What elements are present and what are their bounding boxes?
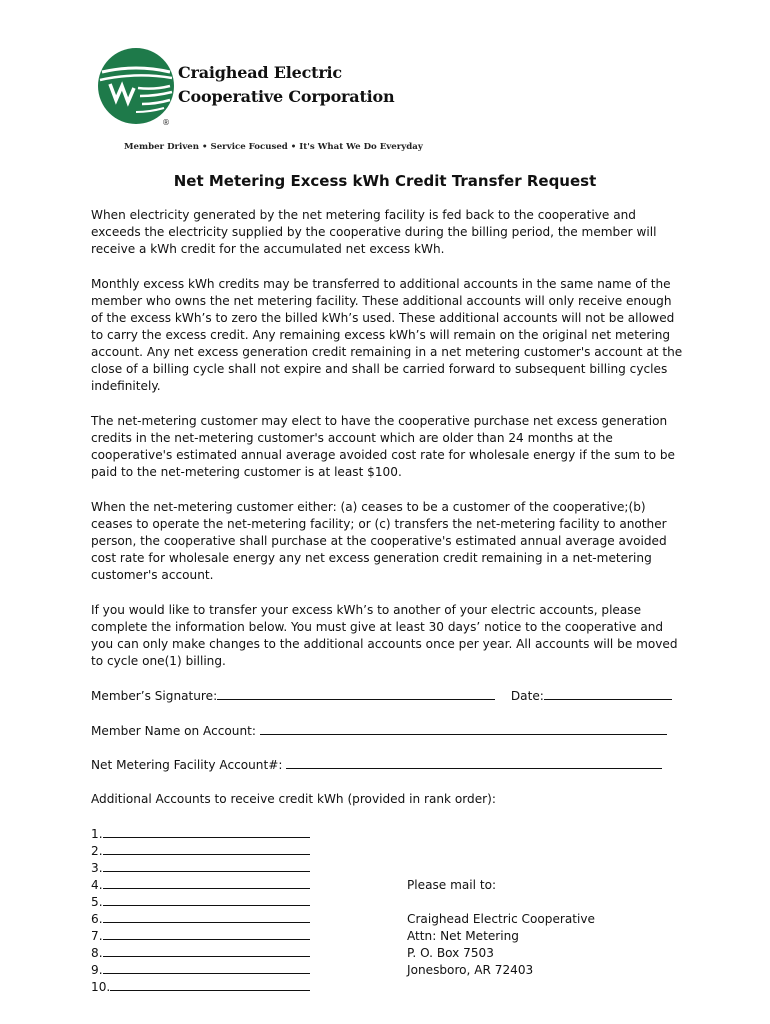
list-item: 3. xyxy=(91,860,310,877)
list-item: 9. xyxy=(91,962,310,979)
list-item: 4. xyxy=(91,877,310,894)
account-field-3[interactable] xyxy=(103,860,310,872)
signature-field[interactable] xyxy=(217,688,495,700)
registered-mark: ® xyxy=(162,118,170,127)
date-field[interactable] xyxy=(544,688,672,700)
paragraph-credit-transfer: Monthly excess kWh credits may be transferred to additional accounts in the same name of the member who owns the net metering facility. These additional accounts will only receive enough of the excess kWh’s to zero the billed kWh’s used. These additional accounts will not be allowed to carry the excess credit. Any remaining excess kWh’s will remain on the original net metering account. Any net excess generation credit remaining in a net metering customer's account at the close of a billing cycle shall not expire and shall be carried forward to subsequent billing cycles indefinitely. xyxy=(91,277,683,393)
list-item: 7. xyxy=(91,928,310,945)
page-title: Net Metering Excess kWh Credit Transfer Request xyxy=(173,172,597,190)
mail-address-line3: P. O. Box 7503 xyxy=(407,946,494,960)
facility-account-label: Net Metering Facility Account#: xyxy=(91,758,283,772)
account-field-4[interactable] xyxy=(103,877,310,889)
paragraph-instructions: If you would like to transfer your excess kWh’s to another of your electric accounts, please complete the information below. You must give at least 30 days’ notice to the cooperative and you can only make changes to the additional accounts once per year. All accounts will be moved to cycle one(1) billing. xyxy=(91,603,678,668)
list-item: 6. xyxy=(91,911,310,928)
member-name-row xyxy=(91,723,667,738)
account-field-2[interactable] xyxy=(103,843,310,855)
tagline: Member Driven • Service Focused • It's What We Do Everyday xyxy=(124,142,423,152)
list-item: 2. xyxy=(91,843,310,860)
facility-account-row xyxy=(91,757,662,772)
list-item: 5. xyxy=(91,894,310,911)
paragraph-credit-purchase: The net-metering customer may elect to have the cooperative purchase net excess generation credits in the net-metering customer's account which are older than 24 months at the cooperative's estimated annual average avoided cost rate for wholesale energy if the sum to be paid to the net-metering customer is at least $100. xyxy=(91,414,675,479)
signature-row xyxy=(91,688,672,703)
list-item: 1. xyxy=(91,826,310,843)
member-name-label: Member Name on Account: xyxy=(91,724,256,738)
member-name-field[interactable] xyxy=(260,723,667,735)
mail-address-line1: Craighead Electric Cooperative xyxy=(407,912,596,926)
additional-accounts-label: Additional Accounts to receive credit kWh (provided in rank order): xyxy=(91,792,496,806)
date-label: Date: xyxy=(510,689,544,703)
org-name-line1: Craighead Electric xyxy=(178,63,342,82)
mail-label: Please mail to: xyxy=(407,878,497,892)
list-item: 10. xyxy=(91,979,310,996)
account-field-9[interactable] xyxy=(103,962,310,974)
account-field-6[interactable] xyxy=(103,911,310,923)
account-field-10[interactable] xyxy=(110,979,310,991)
company-logo xyxy=(96,46,395,136)
facility-account-field[interactable] xyxy=(286,757,662,769)
account-field-1[interactable] xyxy=(103,826,310,838)
account-field-7[interactable] xyxy=(103,928,310,940)
signature-label: Member’s Signature: xyxy=(91,689,218,703)
mail-address-line4: Jonesboro, AR 72403 xyxy=(407,963,534,977)
paragraph-credit-intro: When electricity generated by the net metering facility is fed back to the cooperative and exceeds the electricity supplied by the cooperative during the billing period, the member will receive a kWh credit for the accumulated net excess kWh. xyxy=(91,208,657,256)
additional-accounts-list xyxy=(91,826,310,996)
list-item: 8. xyxy=(91,945,310,962)
org-name-line2: Cooperative Corporation xyxy=(178,87,395,106)
mail-address-line2: Attn: Net Metering xyxy=(407,929,519,943)
account-field-8[interactable] xyxy=(103,945,310,957)
account-field-5[interactable] xyxy=(103,894,310,906)
paragraph-termination: When the net-metering customer either: (a) ceases to be a customer of the cooperative;(b) ceases to operate the net-metering facility; or (c) transfers the net-metering facility to another person, the cooperative shall purchase at the cooperative's estimated annual average avoided cost rate for wholesale energy any net excess generation credit remaining in a net-metering customer's account. xyxy=(91,500,667,582)
